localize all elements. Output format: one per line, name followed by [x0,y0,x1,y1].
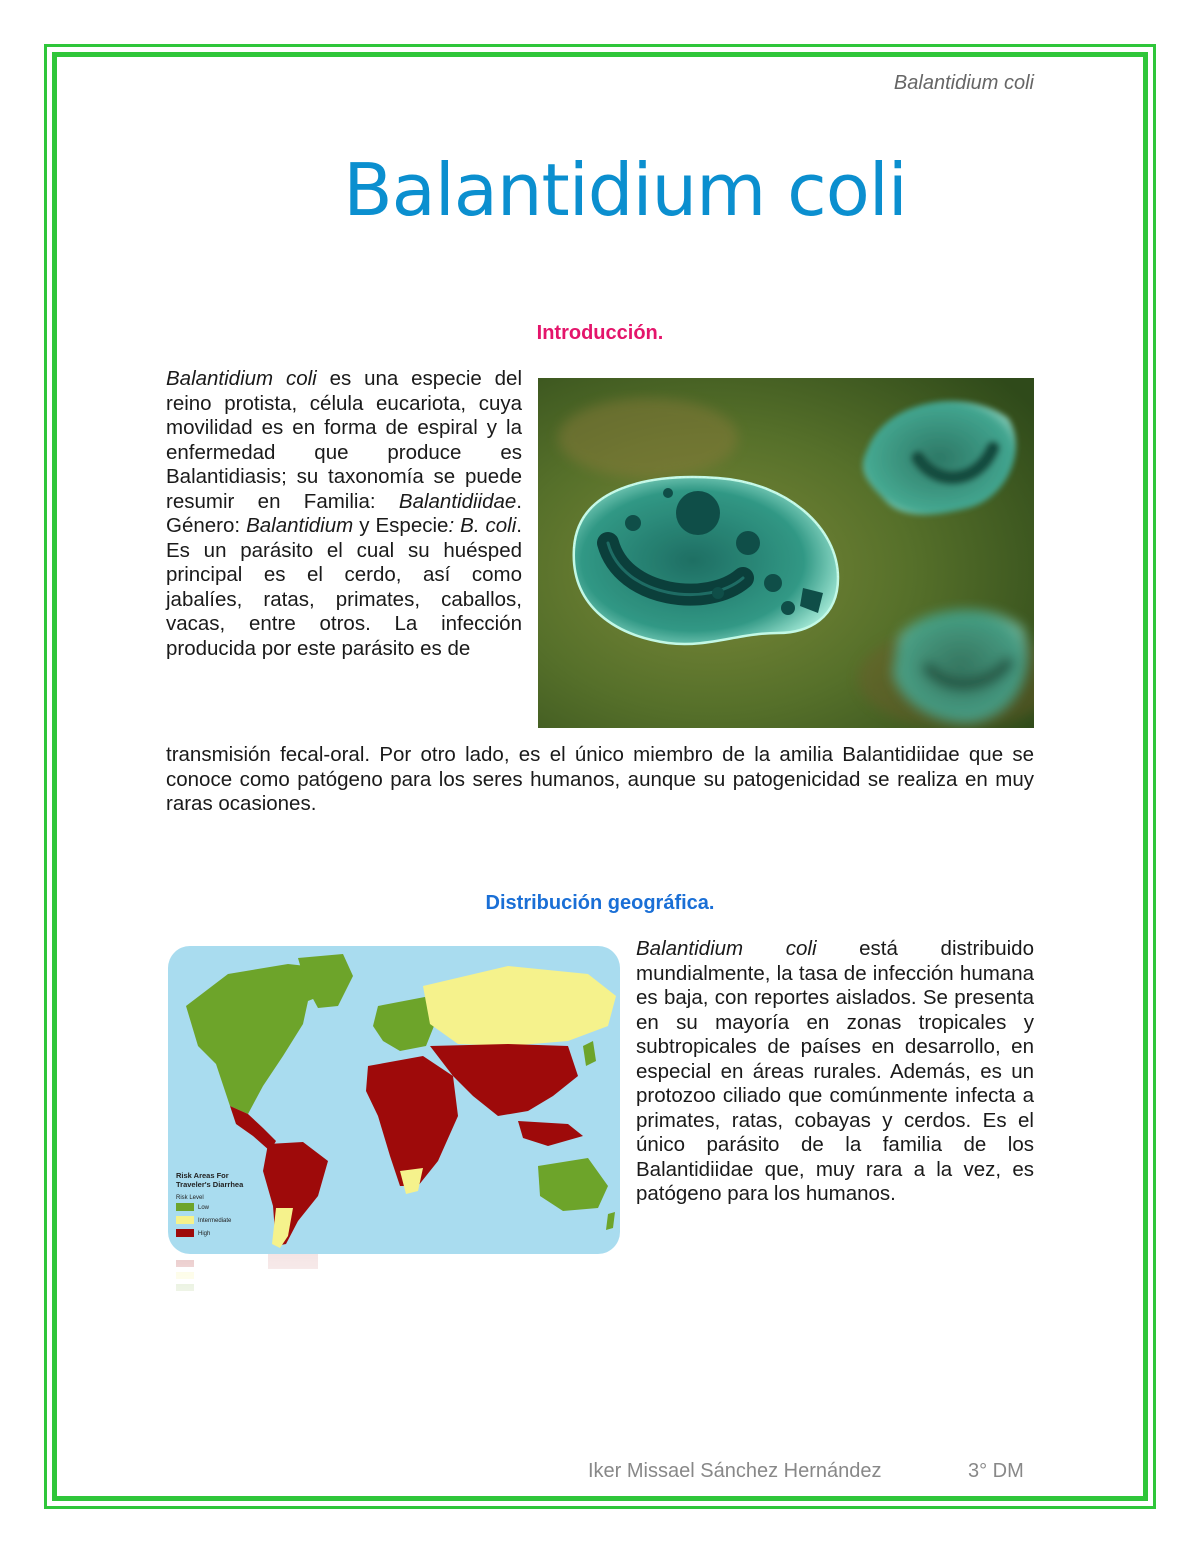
footer-author: Iker Missael Sánchez Hernández [588,1460,882,1482]
species-colon: : [448,514,455,537]
map-legend-high: High [198,1231,211,1237]
legend-swatch-low [176,1203,194,1211]
legend-swatch-intermediate [176,1216,194,1224]
distribution-paragraph [636,937,1034,1207]
family-name: Balantidiidae [398,489,517,513]
species-label: y Especie [353,514,449,537]
intro-text: es una especie del reino protista, célula eucariota, cuya movilidad es en forma de espiral y la enfermedad que produce es Balantidiasis; su taxonomía se puede resumir en Familia: [166,367,522,513]
intro-text-rest: . Es un parásito el cual su huésped principal es el cerdo, así como jabalíes, ratas, primates, caballos, vacas, entre otros. La infección producida por este parásito es de [166,514,522,660]
world-risk-map [168,946,620,1254]
genus-name: Balantidium [246,514,354,537]
ciliate-illustration [538,378,1034,728]
map-legend-title-1: Risk Areas For [176,1171,229,1180]
intro-paragraph-continued: transmisión fecal-oral. Por otro lado, es el único miembro de la amilia Balantidiidae que se conoce como patógeno para los seres humanos, aunque su patogenicidad se realiza en muy raras ocasiones. [166,743,1034,815]
document-title: Balantidium coli [343,148,907,232]
genus-label: . Género: [166,489,522,537]
distribution-text: está distribuido mundialmente, la tasa de infección humana es baja, con reportes aislados. Se presenta en su mayoría en zonas tropicales y subtropicales de países en desarrollo, en especial en áreas rurales. Además, es un protozoo ciliado que comúnmente infecta a primates, ratas, cobayas y cerdos. Es el único parásito de la familia de los Balantidiidae que, muy rara a la vez, es patógeno para los humanos. [636,937,1034,1205]
map-legend-low: Low [198,1205,210,1211]
map-legend-level: Risk Level [176,1195,204,1201]
intro-heading: Introducción. [536,322,664,344]
map-legend-intermediate: Intermediate [198,1218,232,1224]
intro-paragraph [166,367,522,661]
legend-swatch-high [176,1229,194,1237]
map-reflection [168,1254,620,1334]
footer-grade: 3° DM [968,1460,1024,1482]
species-abbrev: B. coli [454,514,517,537]
species-name: Balantidium coli [166,367,317,390]
running-header: Balantidium coli [893,72,1034,94]
species-name: Balantidium coli [636,937,817,960]
distribution-heading: Distribución geográfica. [485,892,715,914]
map-legend-title-2: Traveler's Diarrhea [176,1180,244,1189]
